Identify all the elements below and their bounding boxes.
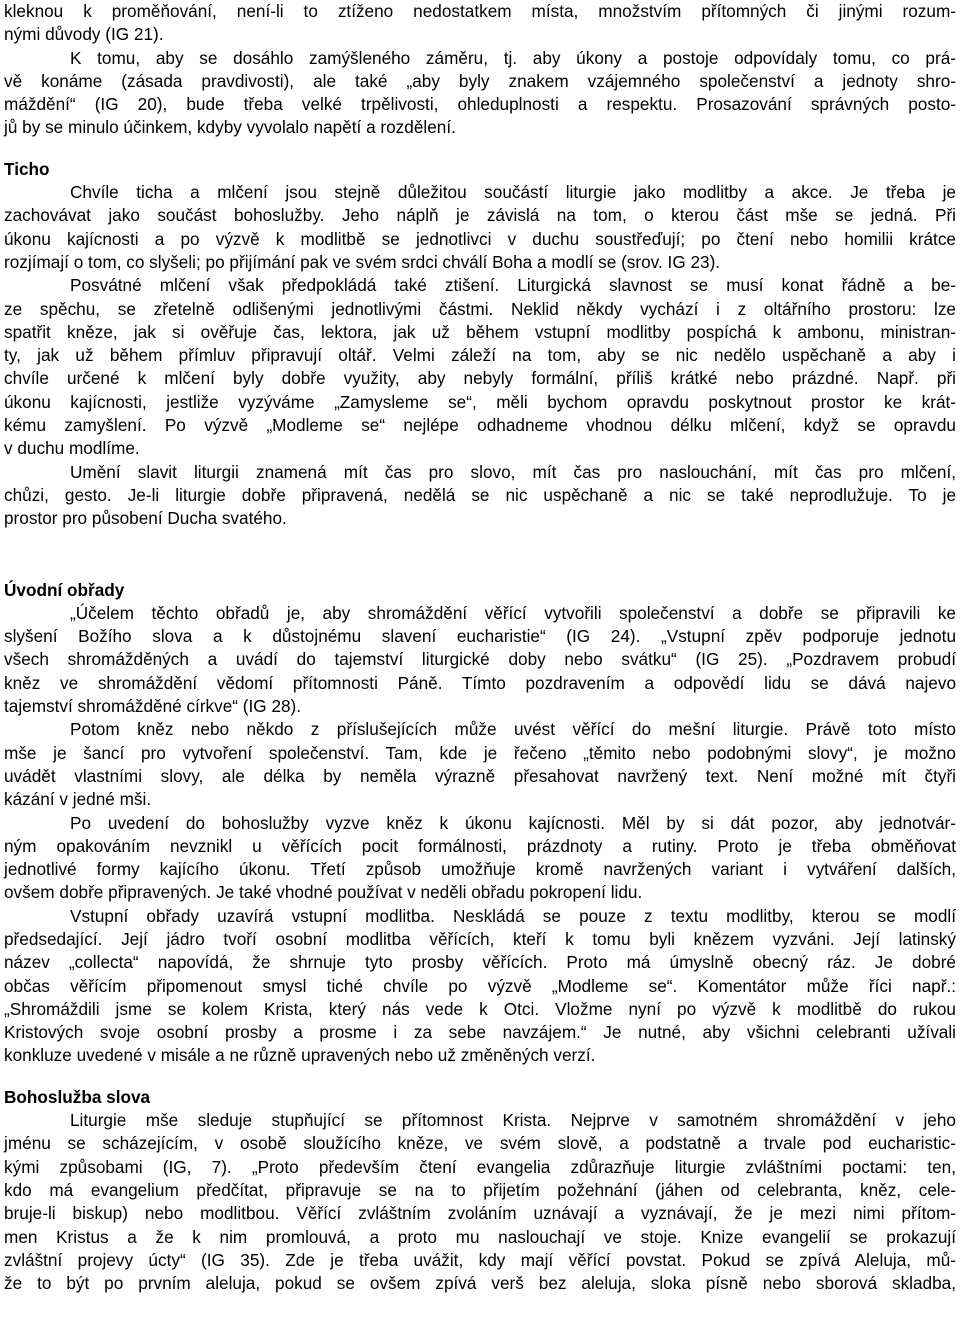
text-line: máždění“ (IG 20), bude třeba velké trpělivosti, ohleduplnosti a respektu. Prosazování správných posto- [4,94,956,115]
text-line: tajemství shromážděné církve“ (IG 28). [4,696,302,717]
text-line: chůzi, gesto. Je-li liturgie dobře připravená, nedělá se nic uspěchaně a nic se také neprodlužuje. To je [4,484,956,505]
document-page [4,0,956,1295]
text-line: jednotlivé formy kajícího úkonu. Třetí způsob umožňuje kromě navržených variant i vytváření dalších, [4,859,956,880]
spacer [4,140,956,158]
text-line: Chvíle ticha a mlčení jsou stejně důležitou součástí liturgie jako modlitby a akce. Je třeba je [70,182,956,203]
text-line: men Kristus a že k nim promlouvá, a proto mu naslouchají ve stoje. Knize evangelií se prokazují [4,1226,956,1247]
section-heading-uvodni-obrady: Úvodní obřady [4,579,125,600]
text-line: Po uvedení do bohoslužby vyzve kněz k úkonu kajícnosti. Měl by si dát pozor, aby jednotvár- [70,812,956,833]
text-line: kými způsobami (IG, 7). „Proto především čtení evangelia zdůrazňuje liturgie zvláštními poctami: ten, [4,1156,956,1177]
section-ticho [4,158,956,531]
text-line: Vstupní obřady uzavírá vstupní modlitba. Neskládá se pouze z textu modlitby, kterou se modlí [70,905,956,926]
text-line: kázání v jedné mši. [4,789,152,810]
spacer [4,531,956,579]
text-line: prostor pro působení Ducha svatého. [4,508,287,529]
text-line: ovšem dobře připravených. Je také vhodné používat v neděli obřadu pokropení lidu. [4,882,643,903]
text-line: že to být po prvním aleluja, pokud se ovšem zpívá verš bez aleluja, sloka písně nebo sborová skladba, [4,1273,956,1294]
spacer [4,1068,956,1086]
text-line: ty, jak už během přímluv připravují oltář. Velmi záleží na tom, aby se nic nedělo uspěchaně a aby i [4,345,956,366]
text-line: „Účelem těchto obřadů je, aby shromáždění věřící vytvořili společenství a dobře se připravili ke [70,602,956,623]
text-line: kleknou k proměňování, není-li to ztíženo nedostatkem místa, množstvím přítomných či jinými rozum- [4,1,956,21]
text-line: zachovávat jako součást bohoslužby. Jeho náplň je závislá na tom, o kterou část mše se jedná. Při [4,205,956,226]
text-line: K tomu, aby se dosáhlo zamýšleného záměru, tj. aby úkony a postoje odpovídaly tomu, co prá- [70,47,956,68]
text-line: Kristových svoje osobní prosby a prosme i za sebe navzájem.“ Je nutné, aby všichni celebranti užívali [4,1022,956,1043]
text-line: kému zamyšlení. Po výzvě „Modleme se“ nejlépe odhadneme vhodnou délku mlčení, když se opravdu [4,415,956,436]
text-line: spatřit kněze, jak si ověřuje čas, lektora, jak už během vstupní modlitby pospíchá k ambonu, ministran- [4,321,956,342]
text-line: název „collecta“ napovídá, že shrnuje tyto prosby věřících. Proto má úmyslně obecný ráz. Je dobré [4,952,956,973]
text-line: úkonu kajícnosti, jestliže vyzýváme „Zamysleme se“, měli bychom opravdu poskytnout prostor ke krát- [4,391,956,412]
text-line: slyšení Božího slova a k důstojnému slavení eucharistie“ (IG 24). „Vstupní zpěv podporuje jednotu [4,626,956,647]
section-heading-bohosluzba-slova: Bohoslužba slova [4,1086,151,1107]
text-line: Potom kněz nebo někdo z příslušejících může uvést věřící do mešní liturgie. Právě toto místo [70,719,956,740]
text-line: „Shromáždili jsme se kolem Krista, který nás vede k Otci. Vložme nyní po výzvě k modlitbě do rukou [4,998,956,1019]
text-line: rozjímají o tom, co slyšeli; po přijímání pak ve svém srdci chválí Boha a modlí se (srov. IG 23). [4,251,721,272]
text-line: chvíle určené k mlčení byly dobře využity, aby nebyly formální, příliš krátké nebo prázdné. Např. při [4,368,956,389]
text-line: vě konáme (zásada pravdivosti), ale také „aby byly znakem vzájemného společenství a jednoty shro- [4,70,956,91]
text-line: v duchu modlíme. [4,438,140,459]
text-line: předsedající. Její jádro tvoří osobní modlitba věřících, kteří k tomu byli knězem vyzváni. Její latinský [4,928,956,949]
text-line: konkluze uvedené v misále a ne různě upravených nebo už změněných verzí. [4,1045,596,1066]
text-line: občas věřícím připomenout smysl tiché chvíle po výzvě „Modleme se“. Komentátor může říci např.: [4,975,956,996]
text-line: zvláštní projevy úcty“ (IG 35). Zde je třeba uvážit, kdy mají věřící povstat. Pokud se zpívá Aleluja, mů- [4,1249,956,1270]
text-line: ze spěchu, se zřetelně odlišenými jednotlivými částmi. Neklid někdy vychází i z oltářního prostoru: lze [4,298,956,319]
text-line: jů by se minulo účinkem, kdyby vyvolalo napětí a rozdělení. [4,117,456,138]
text-line: Liturgie mše sleduje stupňující se přítomnost Krista. Nejprve v samotném shromáždění v jeho [70,1110,956,1131]
section-uvodni-obrady [4,579,956,1068]
text-line: uvádět vlastními slovy, ale délka by neměla výrazně přesahovat navržený text. Není možné mít čtyři [4,765,956,786]
text-line: Posvátné mlčení však předpokládá také ztišení. Liturgická slavnost se musí konat řádně a be- [70,275,956,296]
text-line: jménu se scházejícím, v osobě sloužícího kněze, ve svém slově, a podstatně a trvale pod eucharistic- [4,1133,956,1154]
text-line: bruje-li biskup) nebo modlitbou. Věřící zvláštním zvoláním uznávají a vyznávají, že je mezi nimi přítom- [4,1203,956,1224]
text-line: Umění slavit liturgii znamená mít čas pro slovo, mít čas pro naslouchání, mít čas pro mlčení, [70,461,956,482]
section-intro [4,0,956,140]
section-bohosluzba-slova [4,1086,956,1296]
text-line: všech shromážděných a uvádí do tajemství liturgické doby nebo svátku“ (IG 25). „Pozdravem probudí [4,649,956,670]
text-line: kdo má evangelium předčítat, připravuje se na to přijetím požehnání (jáhen od celebranta, kněz, cele- [4,1179,956,1200]
text-line: úkonu kajícnosti a po výzvě k modlitbě se jednotlivci v duchu soustřeďují; po čtení nebo homilii krátce [4,228,956,249]
text-line: ným opakováním nevznikl u věřících pocit formálnosti, prázdnoty a rutiny. Proto je třeba obměňovat [4,835,956,856]
text-line: kněz ve shromáždění vědomí přítomnosti Páně. Tímto pozdravením a odpovědí lidu se dává najevo [4,672,956,693]
text-line: mše je šancí pro vytvoření společenství. Tam, kde je řečeno „těmito nebo podobnými slovy“, je možno [4,742,956,763]
text-line: nými důvody (IG 21). [4,24,164,45]
section-heading-ticho: Ticho [4,158,50,179]
